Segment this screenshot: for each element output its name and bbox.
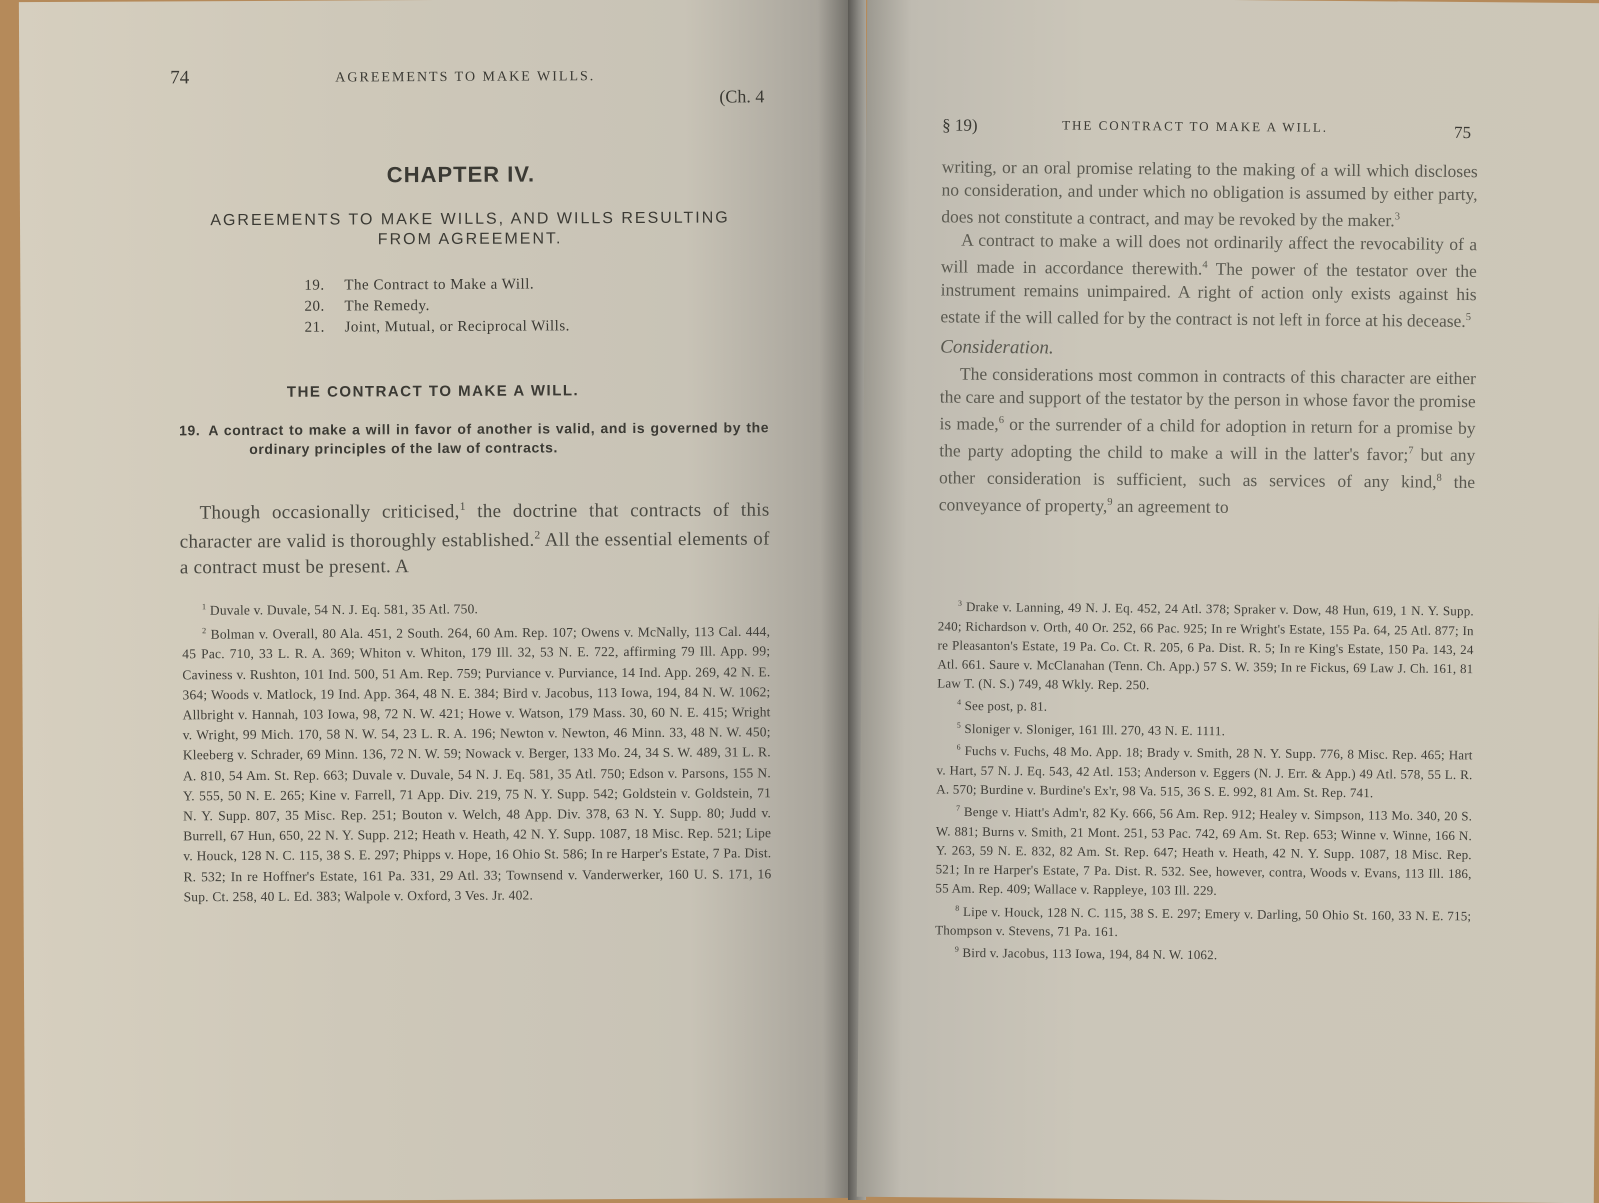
footnote-ref: 7 (1408, 445, 1414, 457)
footnote-text: Sloniger v. Sloniger, 161 Ill. 270, 43 N. E. 1111. (960, 720, 1226, 739)
footnote-text: Benge v. Hiatt's Adm'r, 82 Ky. 666, 56 Am. Rep. 912; Healey v. Simpson, 113 Mo. 340, 20 S. W. 881; Burns v. Smith, 21 Mont. 251, 53 Pac. 742, 69 Am. St. Rep. 653; Winne v. Winne, 166 N. Y. 263, 59 N. E. 832, 82 Am. St. Rep. 647; Heath v. Heath, 42 N. Y. Supp. 1087, 18 Misc. Rep. 521; In re Harper's Estate, 7 Pa. Dist. R. 532. See, however, contra, Woods v. Evans, 113 Ill. 186, 55 Am. Rep. 409; Wallace v. Rappleye, 103 Ill. 229. (935, 804, 1473, 899)
section-number: 19. (304, 277, 325, 294)
body-text-segment: Though occasionally criticised, (199, 501, 460, 524)
chapter-ref: (Ch. 4 (719, 86, 765, 107)
footnote-ref: 1 (459, 500, 466, 513)
subheading: Consideration. (940, 336, 1054, 359)
body-text-segment: or the surrender of a child for adoption in return for a promise by the party adopting the child to make a will in the latter's favor; (939, 414, 1476, 465)
footnote-ref: 6 (998, 415, 1005, 427)
running-head: AGREEMENTS TO MAKE WILLS. (335, 69, 596, 86)
right-body (939, 155, 1478, 520)
body-paragraph (179, 493, 769, 580)
body-paragraph (940, 228, 1477, 332)
page-number: 74 (170, 67, 190, 89)
right-page (857, 0, 1599, 1203)
section-list-item (304, 274, 569, 296)
footnote-ref: 2 (534, 529, 541, 542)
footnotes (182, 594, 772, 907)
footnote (182, 594, 770, 621)
footnote-mark: 9 (954, 945, 960, 955)
section-ref: § 19) (942, 115, 978, 135)
chapter-subtitle-line-2: FROM AGREEMENT. (377, 230, 563, 249)
section-list-item (304, 295, 569, 317)
body-paragraph (939, 363, 1476, 521)
footnote (935, 898, 1471, 944)
footnote-text: Drake v. Lanning, 49 N. J. Eq. 452, 24 Atl. 378; Spraker v. Dow, 48 Hun, 619, 1 N. Y. Supp. 240; Richardson v. Orth, 40 Or. 252, 66 Pac. 925; In re Wright's Estate, 155 Pa. 64, 25 Atl. 877; In re Pleasanton's Estate, 19 Pa. Co. Ct. R. 205, 6 Pa. Dist. R. 5; In re King's Estate, 150 Pa. 143, 24 Atl. 661. Saure v. McClanahan (Tenn. Ch. App.) 57 S. W. 359; In re Fickus, 69 Law J. Ch. 161, 81 Law T. (N. S.) 749, 48 Wkly. Rep. 250. (937, 598, 1474, 693)
black-letter-text: A contract to make a will in favor of another is valid, and is governed by the ordinary principles of the law of contracts. (208, 419, 770, 457)
body-text-segment: an agreement to (1112, 495, 1229, 517)
section-number: 20. (304, 298, 325, 315)
section-heading: THE CONTRACT TO MAKE A WILL. (286, 382, 580, 401)
footnote-mark: 5 (956, 720, 962, 730)
body-text-segment: The power of the testator over the instrument remains unimpaired. A right of action only exists against his estate if the will called for by the contract is not left in force at his decease. (940, 258, 1477, 331)
footnotes (935, 593, 1474, 967)
footnote-mark: 1 (202, 602, 207, 612)
footnote-ref: 3 (1394, 211, 1401, 223)
footnote-text: Lipe v. Houck, 128 N. C. 115, 38 S. E. 297; Emery v. Darling, 50 Ohio St. 160, 33 N. E. 715; Thompson v. Stevens, 71 Pa. 161. (935, 903, 1472, 940)
footnote-text: Bolman v. Overall, 80 Ala. 451, 2 South. 264, 60 Am. Rep. 107; Owens v. McNally, 113 Cal. 444, 45 Pac. 710, 33 L. R. A. 369; Whiton v. Whiton, 179 Ill. 32, 53 N. E. 722, affirming 79 Ill. App. 99; Caviness v. Rushton, 101 Ind. 500, 51 Am. Rep. 759; Purviance v. Purviance, 14 Ind. App. 269, 42 N. E. 364; Woods v. Matlock, 19 Ind. App. 364, 48 N. E. 384; Bird v. Jacobus, 113 Iowa, 194, 84 N. W. 1062; Allbright v. Hannah, 103 Iowa, 98, 72 N. W. 421; Howe v. Watson, 179 Mass. 30, 60 N. E. 415; Wright v. Wright, 99 Mich. 170, 58 N. W. 54, 23 L. R. A. 196; Newton v. Newton, 46 Minn. 33, 48 N. W. 450; Kleeberg v. Schrader, 69 Minn. 136, 72 N. W. 59; Nowack v. Berger, 133 Mo. 24, 34 S. W. 489, 31 L. R. A. 810, 54 Am. St. Rep. 663; Duvale v. Duvale, 54 N. J. Eq. 581, 35 Atl. 750; Edson v. Parsons, 155 N. Y. 555, 50 N. E. 265; Kine v. Farrell, 71 App. Div. 219, 75 N. Y. Supp. 542; Goldstein v. Goldstein, 71 N. Y. Supp. 807, 35 Misc. Rep. 251; Bouton v. Welch, 48 App. Div. 378, 63 N. Y. Supp. 80; Judd v. Burrell, 67 Hun, 650, 22 N. Y. Supp. 212; Heath v. Heath, 42 N. Y. Supp. 1087, 18 Misc. Rep. 521; Lipe v. Houck, 128 N. C. 115, 38 S. E. 297; Phipps v. Hope, 16 Ohio St. 586; In re Harper's Estate, 7 Pa. Dist. R. 532; In re Hoffner's Estate, 161 Pa. 331, 29 Atl. 33; Townsend v. Vanderwerker, 160 U. S. 171, 16 Sup. Ct. 258, 40 L. Ed. 383; Walpole v. Oxford, 3 Ves. Jr. 402. (182, 623, 772, 905)
section-list-item (305, 316, 570, 338)
footnote-ref: 9 (1107, 496, 1113, 508)
section-title: The Contract to Make a Will. (344, 276, 535, 294)
footnote-ref: 8 (1436, 472, 1442, 484)
chapter-title: CHAPTER IV. (386, 161, 536, 188)
footnote-text: Duvale v. Duvale, 54 N. J. Eq. 581, 35 Atl. 750. (206, 601, 479, 618)
footnote-mark: 8 (955, 903, 960, 913)
footnote (935, 799, 1472, 903)
footnote (937, 593, 1474, 697)
black-letter-rule (179, 418, 769, 459)
footnote (182, 618, 771, 907)
footnote (936, 738, 1473, 804)
body-text-segment: the conveyance of property, (938, 471, 1476, 516)
black-letter-number: 19. (179, 422, 201, 439)
body-paragraph (941, 155, 1478, 233)
footnote-mark: 2 (202, 625, 207, 635)
footnote-mark: 3 (957, 598, 963, 608)
running-head: THE CONTRACT TO MAKE A WILL. (1062, 117, 1329, 135)
chapter-subtitle (170, 208, 770, 251)
section-list (304, 274, 570, 338)
footnote-mark: 6 (956, 743, 961, 753)
section-title: Joint, Mutual, or Reciprocal Wills. (344, 318, 570, 336)
body-text-segment: All the essential elements of a contract must be present. A (179, 528, 770, 579)
footnote (935, 940, 1471, 967)
footnote-text: See post, p. 81. (961, 698, 1048, 715)
chapter-subtitle-line-1: AGREEMENTS TO MAKE WILLS, AND WILLS RESULTING (210, 209, 730, 230)
section-title: The Remedy. (344, 298, 430, 315)
footnote-text: Fuchs v. Fuchs, 48 Mo. App. 18; Brady v. Smith, 28 N. Y. Supp. 776, 8 Misc. Rep. 465; Hart v. Hart, 57 N. J. Eq. 543, 42 Atl. 153; Anderson v. Eggers (N. J. Err. & App.) 49 Atl. 578, 55 L. R. A. 570; Burdine v. Burdine's Ex'r, 98 Va. 515, 36 S. E. 992, 81 Am. St. Rep. 741. (936, 743, 1473, 801)
left-page (19, 0, 857, 1202)
body-text-segment: writing, or an oral promise relating to the making of a will which discloses no consideration, and under which no obligation is assumed by either party, does not constitute a contract, and may be revoked by the maker. (941, 156, 1478, 231)
footnote-mark: 4 (957, 697, 962, 707)
body-text-segment: the doctrine that contracts of this character are valid is thoroughly established. (179, 499, 770, 554)
body-text-segment: The considerations most common in contracts of this character are either the care and support of the testator by the person in whose favor the promise is made, (939, 364, 1477, 435)
body-text-segment: but any other consideration is sufficient, such as services of any kind, (938, 444, 1476, 492)
body-text-segment: A contract to make a will does not ordinarily affect the revocability of a will made in accordance therewith. (940, 229, 1478, 279)
footnote-ref: 4 (1202, 259, 1208, 271)
footnote-text: Bird v. Jacobus, 113 Iowa, 194, 84 N. W. 1062. (958, 945, 1218, 963)
footnote-ref: 5 (1465, 311, 1472, 323)
footnote-mark: 7 (956, 803, 961, 813)
section-number: 21. (304, 319, 325, 336)
page-number: 75 (1454, 122, 1472, 143)
